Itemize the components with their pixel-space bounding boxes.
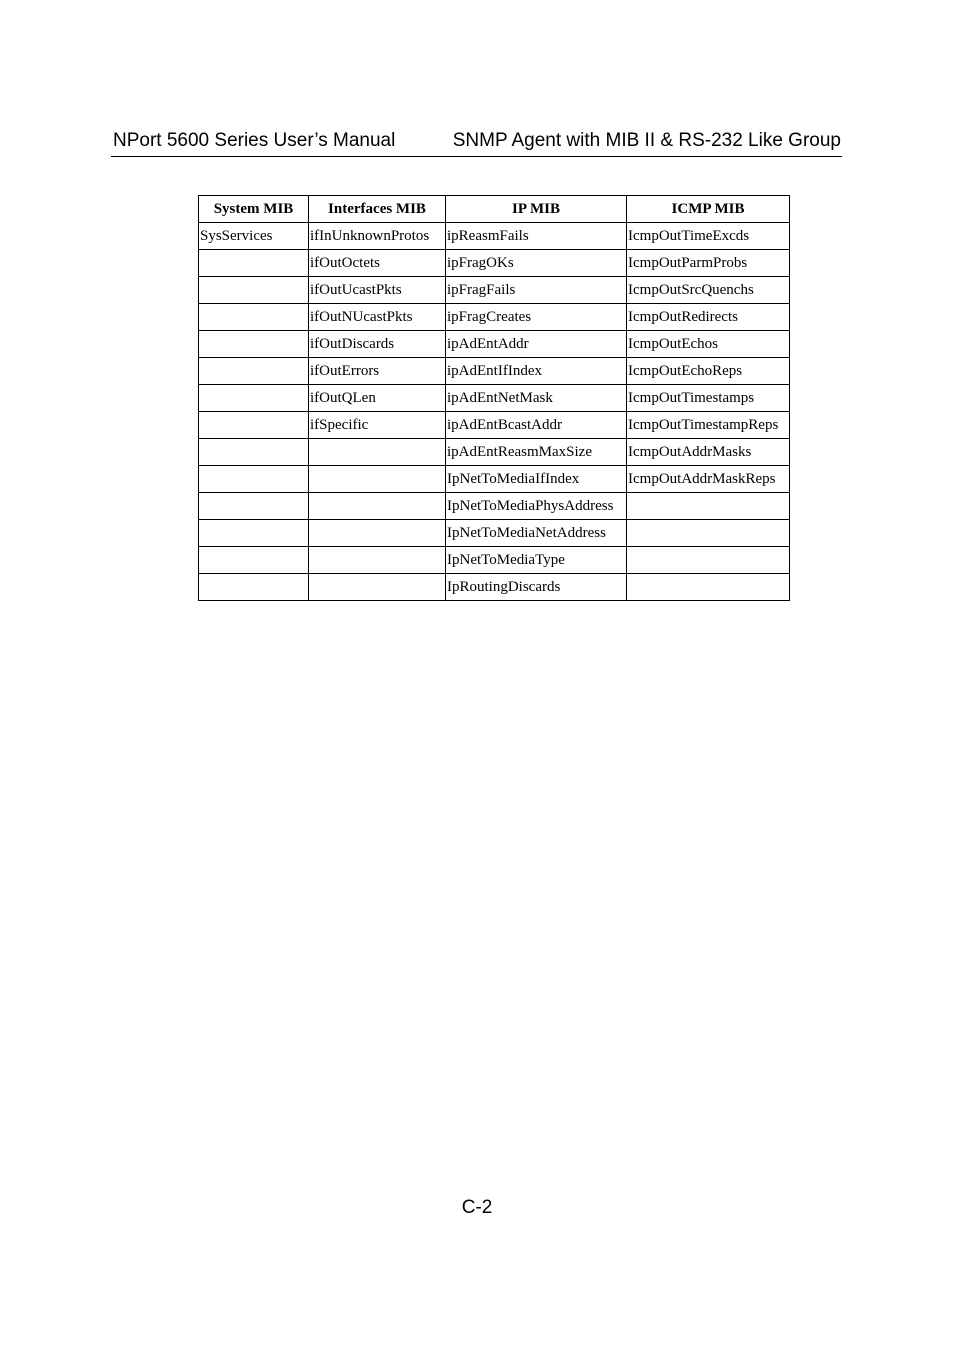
table-cell: IcmpOutEchoReps [627,358,790,385]
table-cell [199,250,309,277]
table-cell [309,439,446,466]
table-cell: IcmpOutAddrMaskReps [627,466,790,493]
table-cell: ipFragCreates [446,304,627,331]
table-cell: ifOutOctets [309,250,446,277]
table-cell [309,493,446,520]
table-body [199,223,790,601]
table-cell [199,466,309,493]
table-cell [309,520,446,547]
table-row [199,304,790,331]
table-cell: ifOutDiscards [309,331,446,358]
table-row [199,547,790,574]
table-cell: IcmpOutRedirects [627,304,790,331]
table-cell [627,520,790,547]
table-cell: ifSpecific [309,412,446,439]
table-cell: ipAdEntReasmMaxSize [446,439,627,466]
table-cell: ifOutErrors [309,358,446,385]
table-cell [309,466,446,493]
table-row [199,358,790,385]
table-cell: IcmpOutTimestamps [627,385,790,412]
table-cell: ipAdEntNetMask [446,385,627,412]
table-row [199,223,790,250]
table-cell [199,304,309,331]
table-cell: IpNetToMediaPhysAddress [446,493,627,520]
page-header [111,128,842,157]
table-header-row [199,196,790,223]
table-cell: IcmpOutParmProbs [627,250,790,277]
mib-table [198,195,790,601]
table-cell: IcmpOutEchos [627,331,790,358]
table-cell [199,547,309,574]
table-cell [199,574,309,601]
manual-title: NPort 5600 Series User’s Manual [113,130,396,151]
table-cell: ipAdEntIfIndex [446,358,627,385]
table-cell: ipAdEntBcastAddr [446,412,627,439]
table-cell: IcmpOutTimeExcds [627,223,790,250]
table-cell: ifInUnknownProtos [309,223,446,250]
table-cell [199,331,309,358]
column-header-interfaces-mib: Interfaces MIB [309,196,446,223]
table-cell: IcmpOutAddrMasks [627,439,790,466]
table-row [199,439,790,466]
table-cell: IpNetToMediaType [446,547,627,574]
table-cell: ipFragOKs [446,250,627,277]
table-cell: ifOutQLen [309,385,446,412]
table-cell: SysServices [199,223,309,250]
table-cell [309,574,446,601]
table-cell [627,493,790,520]
page-number: C-2 [461,1197,493,1218]
table-cell [199,493,309,520]
table-row [199,466,790,493]
table-row [199,250,790,277]
table-cell [199,439,309,466]
table-cell [199,520,309,547]
column-header-system-mib: System MIB [199,196,309,223]
column-header-icmp-mib: ICMP MIB [627,196,790,223]
table-row [199,520,790,547]
table-cell [199,385,309,412]
column-header-ip-mib: IP MIB [446,196,627,223]
table-cell: ipReasmFails [446,223,627,250]
table-row [199,412,790,439]
table-cell: ipAdEntAddr [446,331,627,358]
table-row [199,493,790,520]
table-cell [627,574,790,601]
table-cell [199,277,309,304]
table-cell: ipFragFails [446,277,627,304]
table-row [199,574,790,601]
table-cell [309,547,446,574]
table-cell: IcmpOutSrcQuenchs [627,277,790,304]
table-cell: IpNetToMediaIfIndex [446,466,627,493]
table-cell [199,412,309,439]
table-row [199,331,790,358]
table-row [199,277,790,304]
table-cell: IcmpOutTimestampReps [627,412,790,439]
table-cell: ifOutNUcastPkts [309,304,446,331]
table-cell [627,547,790,574]
table-cell [199,358,309,385]
table-cell: ifOutUcastPkts [309,277,446,304]
section-title: SNMP Agent with MIB II & RS-232 Like Group [452,130,841,151]
table-cell: IpRoutingDiscards [446,574,627,601]
table-row [199,385,790,412]
table-cell: IpNetToMediaNetAddress [446,520,627,547]
